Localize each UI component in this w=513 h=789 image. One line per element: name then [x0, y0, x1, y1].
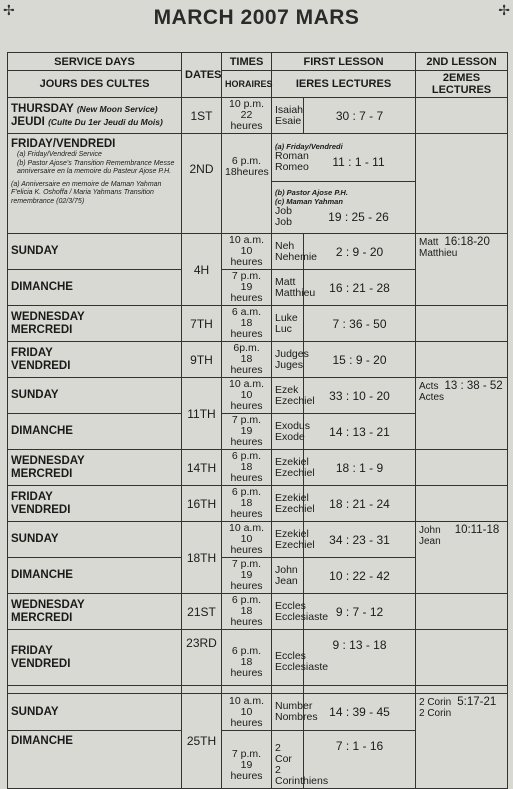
schedule-row	[8, 450, 508, 486]
second-lesson-cell	[416, 98, 508, 134]
schedule-row	[8, 98, 508, 134]
date-cell: 23RD	[182, 630, 222, 686]
registration-mark-icon: ✢	[3, 2, 15, 18]
time-cell: 6 a.m. 18 heures	[222, 306, 272, 342]
first-lesson-header-fr: IERES LECTURES	[272, 71, 416, 98]
reference-cell: 16 : 21 - 28	[304, 270, 416, 306]
reference-cell: 33 : 10 - 20	[304, 378, 416, 414]
second-lesson-cell	[416, 486, 508, 522]
day-fr: DIMANCHE	[8, 558, 182, 594]
date-cell: 9TH	[182, 342, 222, 378]
time-cell: 6 p.m. 18 heures	[222, 486, 272, 522]
time-cell: 6p.m. 18 heures	[222, 342, 272, 378]
registration-mark-icon: ✢	[498, 2, 510, 18]
date-cell: 16TH	[182, 486, 222, 522]
time-cell: 7 p.m. 19 heures	[222, 414, 272, 450]
service-day-cell: FRIDAY VENDREDI	[8, 486, 182, 522]
service-day-cell: WEDNESDAY MERCREDI	[8, 594, 182, 630]
service-schedule-table	[7, 52, 508, 789]
book-cell: Matt Matthieu	[272, 270, 304, 306]
schedule-row	[8, 630, 508, 686]
second-lesson-header: 2ND LESSON	[416, 53, 508, 71]
schedule-row	[8, 522, 508, 558]
reference-cell: 9 : 7 - 12	[304, 594, 416, 630]
book-cell: Neh Nehemie	[272, 234, 304, 270]
day-en: THURSDAY	[11, 102, 74, 115]
second-lesson-cell	[416, 630, 508, 686]
date-cell: 4H	[182, 234, 222, 306]
time-cell: 7 p.m. 19 heures	[222, 270, 272, 306]
lesson-part-a: (a) Friday/Vendredi Roman Romeo 11 : 1 - 11	[272, 134, 416, 182]
day-fr: JEUDI	[11, 115, 45, 128]
day-fr: DIMANCHE	[8, 270, 182, 306]
service-days-header-fr: JOURS DES CULTES	[8, 71, 182, 98]
book-cell: Ezekiel Ezechiel	[272, 486, 304, 522]
book-cell: Ezek Ezechiel	[272, 378, 304, 414]
reference-cell: 30 : 7 - 7	[304, 98, 416, 134]
time-cell: 6 p.m. 18heures	[222, 134, 272, 234]
second-lesson-cell: Acts 13 : 38 - 52 Actes	[416, 378, 508, 450]
service-day-cell: FRIDAY VENDREDI	[8, 630, 182, 686]
schedule-row	[8, 306, 508, 342]
time-cell: 10 a.m. 10 heures	[222, 378, 272, 414]
day-en: SUNDAY	[8, 234, 182, 270]
second-lesson-cell	[416, 594, 508, 630]
date-cell: 21ST	[182, 594, 222, 630]
schedule-row	[8, 378, 508, 414]
book-cell: Ezekiel Ezechiel	[272, 450, 304, 486]
time-cell: 10 a.m. 10 heures	[222, 694, 272, 731]
time-cell: 6 p.m. 18 heures	[222, 594, 272, 630]
reference-cell: 18 : 1 - 9	[304, 450, 416, 486]
dates-header: DATES	[182, 53, 222, 98]
service-day-cell	[8, 98, 182, 134]
service-day-cell: WEDNESDAY MERCREDI	[8, 306, 182, 342]
date-cell: 7TH	[182, 306, 222, 342]
reference-cell: 14 : 13 - 21	[304, 414, 416, 450]
reference-cell: 18 : 21 - 24	[304, 486, 416, 522]
service-day-cell: WEDNESDAY MERCREDI	[8, 450, 182, 486]
day-en-note: (New Moon Service)	[76, 103, 158, 114]
service-day-cell: FRIDAY/VENDREDI (a) Friday/Vendredi Service (b) Pastor Ajose's Transition Remembrance Messe anniversaire en la memoire du Pasteur Ajose P.H. (a) Anniversaire en memoire de Maman Yahman F'elicia K. Oshoffa / Maria Yahmans Transition remembrance (02/3/75)	[8, 134, 182, 234]
date-cell: 18TH	[182, 522, 222, 594]
second-lesson-cell	[416, 134, 508, 234]
date-cell: 2ND	[182, 134, 222, 234]
date-cell: 11TH	[182, 378, 222, 450]
spacer-row	[8, 686, 508, 694]
time-cell: 10 p.m. 22 heures	[222, 98, 272, 134]
time-cell: 7 p.m. 19 heures	[222, 731, 272, 789]
day-en: SUNDAY	[8, 522, 182, 558]
book-cell: John Jean	[272, 558, 304, 594]
schedule-row	[8, 486, 508, 522]
reference-cell: 34 : 23 - 31	[304, 522, 416, 558]
date-cell: 25TH	[182, 694, 222, 789]
schedule-row	[8, 134, 508, 182]
day-fr: DIMANCHE	[8, 731, 182, 789]
book-cell: Isaiah Esaie	[272, 98, 304, 134]
schedule-row	[8, 234, 508, 270]
book-cell: Eccles Ecclesiaste	[272, 594, 304, 630]
book-cell: 2 Cor 2 Corinthiens	[272, 731, 304, 789]
second-lesson-cell	[416, 342, 508, 378]
times-header-fr: HORAIRES	[222, 71, 272, 98]
second-lesson-cell: 2 Corin 5:17-21 2 Corin	[416, 694, 508, 789]
schedule-row	[8, 342, 508, 378]
reference-cell: 2 : 9 - 20	[304, 234, 416, 270]
day-en: SUNDAY	[8, 378, 182, 414]
time-cell: 7 p.m. 19 heures	[222, 558, 272, 594]
lesson-part-b: (b) Pastor Ajose P.H. (c) Maman Yahman Job Job 19 : 25 - 26	[272, 182, 416, 234]
time-cell: 6 p.m. 18 heures	[222, 630, 272, 686]
second-lesson-cell	[416, 306, 508, 342]
reference-cell: 9 : 13 - 18	[304, 630, 416, 686]
time-cell: 10 a.m. 10 heures	[222, 234, 272, 270]
time-cell: 10 a.m. 10 heures	[222, 522, 272, 558]
page-title: MARCH 2007 MARS	[153, 6, 360, 29]
schedule-row	[8, 694, 508, 731]
second-lesson-cell: Matt 16:18-20 Matthieu	[416, 234, 508, 306]
reference-cell: 10 : 22 - 42	[304, 558, 416, 594]
date-cell: 1ST	[182, 98, 222, 134]
second-lesson-cell: John 10:11-18 Jean	[416, 522, 508, 594]
reference-cell: 7 : 36 - 50	[304, 306, 416, 342]
date-cell: 14TH	[182, 450, 222, 486]
book-cell: Number Nombres	[272, 694, 304, 731]
day-fr: DIMANCHE	[8, 414, 182, 450]
second-lesson-header-fr: 2EMES LECTURES	[416, 71, 508, 98]
book-cell: Ezekiel Ezechiel	[272, 522, 304, 558]
reference-cell: 7 : 1 - 16	[304, 731, 416, 789]
time-cell: 6 p.m. 18 heures	[222, 450, 272, 486]
book-cell: Eccles Ecclesiaste	[272, 630, 304, 686]
book-cell: Exodus Exode	[272, 414, 304, 450]
second-lesson-cell	[416, 450, 508, 486]
schedule-row	[8, 594, 508, 630]
day-en: SUNDAY	[8, 694, 182, 731]
service-day-cell: FRIDAY VENDREDI	[8, 342, 182, 378]
day-fr-note: (Culte Du 1er Jeudi du Mois)	[48, 116, 163, 127]
reference-cell: 15 : 9 - 20	[304, 342, 416, 378]
book-cell: Judges Juges	[272, 342, 304, 378]
header-row-fr	[8, 71, 508, 98]
service-days-header: SERVICE DAYS	[8, 53, 182, 71]
times-header: TIMES	[222, 53, 272, 71]
reference-cell: 14 : 39 - 45	[304, 694, 416, 731]
first-lesson-header: FIRST LESSON	[272, 53, 416, 71]
book-cell: Luke Luc	[272, 306, 304, 342]
header-row	[8, 53, 508, 71]
